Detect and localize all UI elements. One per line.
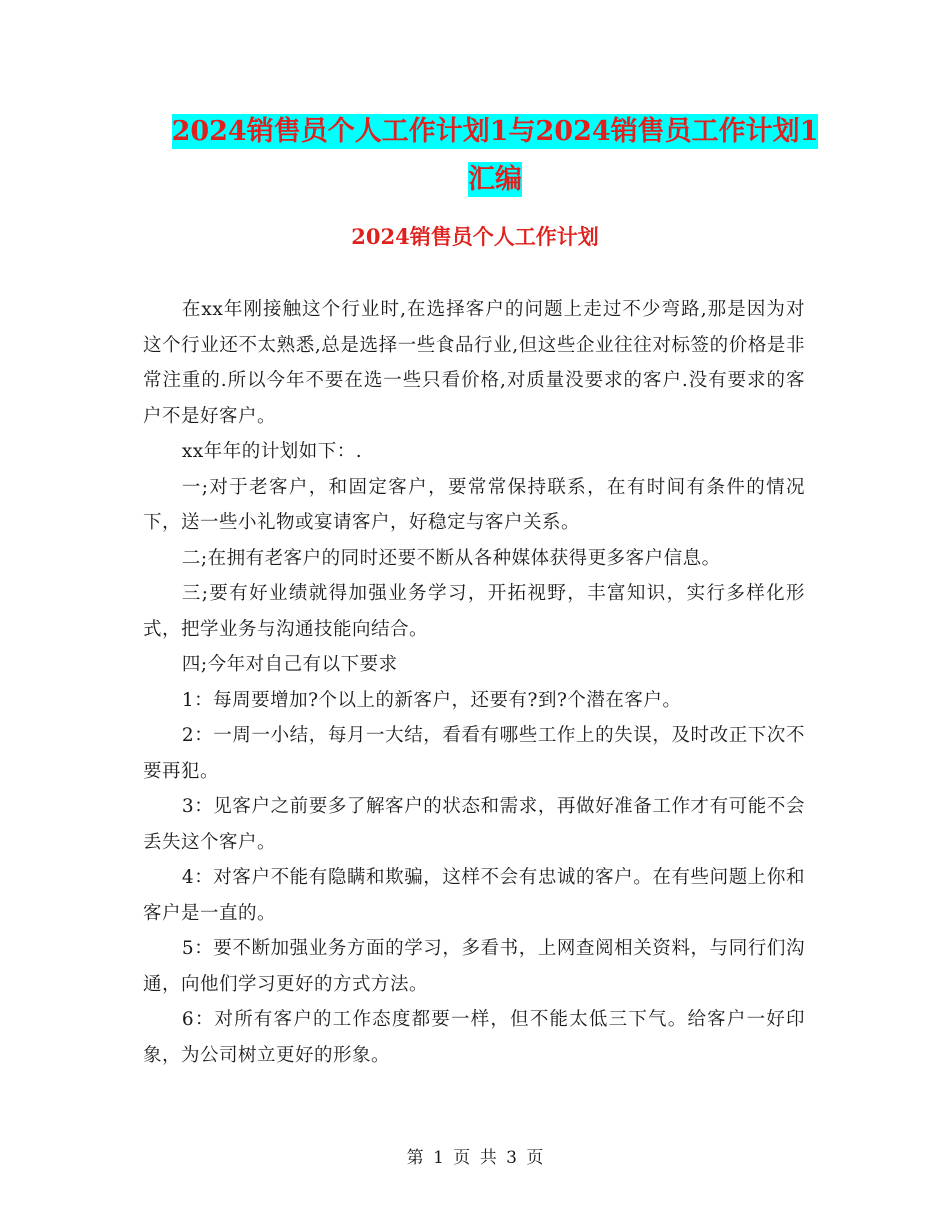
paragraph: 5：要不断加强业务方面的学习，多看书，上网查阅相关资料，与同行们沟通，向他们学习更好的方式方法。	[143, 938, 805, 995]
paragraph: 3：见客户之前要多了解客户的状态和需求，再做好准备工作才有可能不会丢失这个客户。	[143, 796, 805, 853]
document-title-line2: 汇编	[468, 164, 522, 195]
paragraph: 2：一周一小结，每月一大结，看看有哪些工作上的失误，及时改正下次不要再犯。	[143, 725, 805, 782]
paragraph: 三;要有好业绩就得加强业务学习，开拓视野，丰富知识，实行多样化形式，把学业务与沟通技能向结合。	[143, 583, 805, 640]
paragraph: 一;对于老客户，和固定客户，要常常保持联系，在有时间有条件的情况下，送一些小礼物或宴请客户，好稳定与客户关系。	[143, 476, 805, 533]
paragraph: 二;在拥有老客户的同时还要不断从各种媒体获得更多客户信息。	[181, 547, 721, 569]
paragraph: 在xx年刚接触这个行业时,在选择客户的问题上走过不少弯路,那是因为对这个行业还不太熟悉,总是选择一些食品行业,但这些企业往往对标签的价格是非常注重的.所以今年不要在选一些只看价格,对质量没要求的客户.没有要求的客户不是好客户。	[143, 299, 805, 427]
section-title: 2024销售员个人工作计划	[351, 224, 599, 249]
document-title	[150, 108, 840, 204]
document-body	[143, 292, 805, 1073]
paragraph: 四;今年对自己有以下要求	[181, 654, 398, 675]
paragraph: 4：对客户不能有隐瞒和欺骗，这样不会有忠诚的客户。在有些问题上你和客户是一直的。	[143, 867, 805, 924]
paragraph: 6：对所有客户的工作态度都要一样，但不能太低三下气。给客户一好印象，为公司树立更好的形象。	[143, 1009, 805, 1066]
paragraph: 1：每周要增加?个以上的新客户，还要有?到?个潜在客户。	[181, 689, 682, 711]
document-title-line1: 2024销售员个人工作计划1与2024销售员工作计划1	[171, 116, 819, 147]
paragraph: xx年年的计划如下：.	[181, 441, 363, 462]
page-footer: 第 1 页 共 3 页	[406, 1148, 544, 1168]
